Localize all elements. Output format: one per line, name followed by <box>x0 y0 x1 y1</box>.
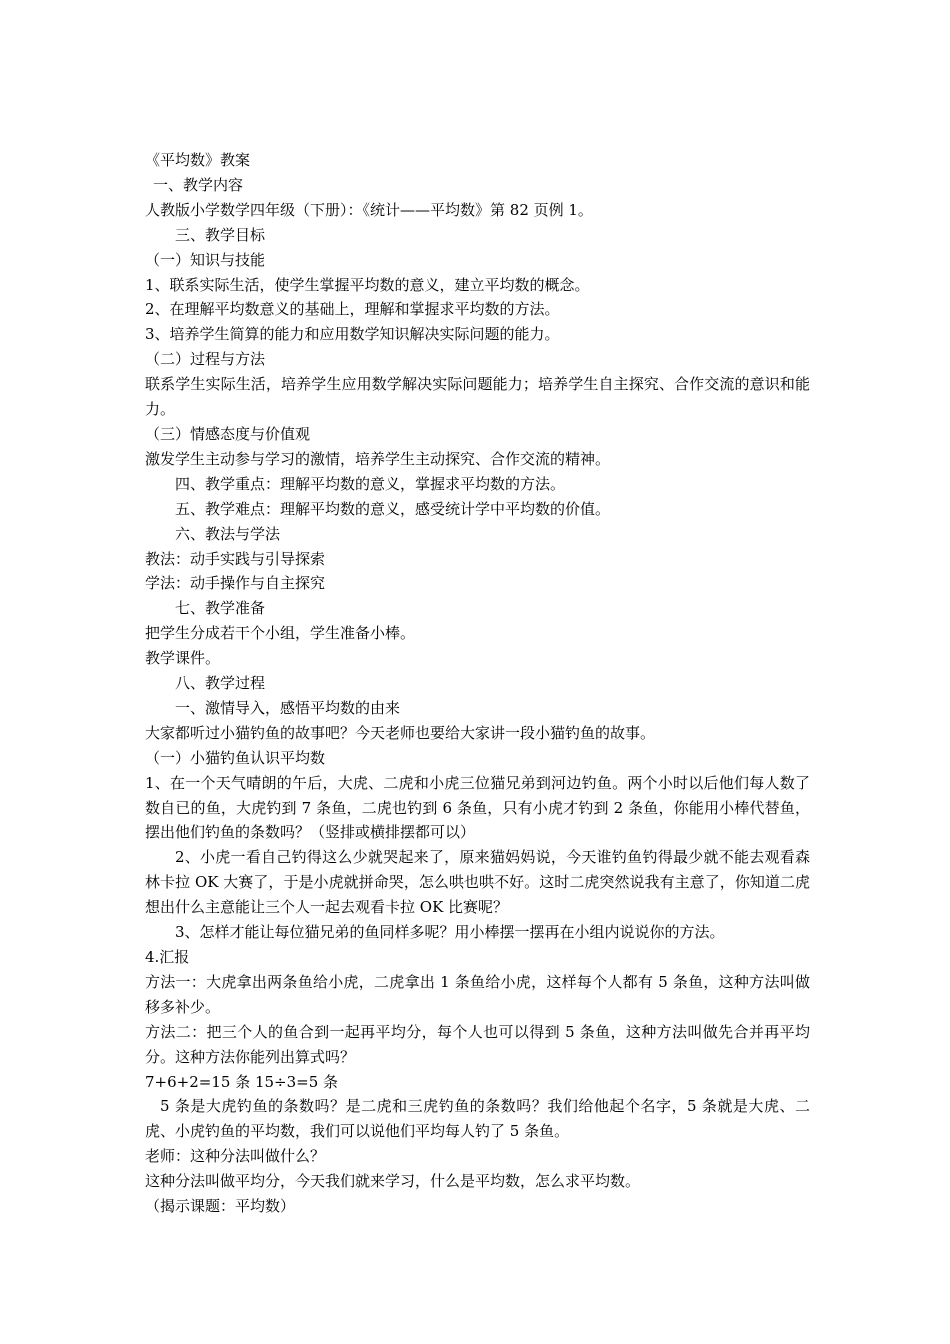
subsection-heading: 4.汇报 <box>145 948 190 966</box>
paragraph: 教学课件。 <box>145 649 221 668</box>
paragraph: 人教版小学数学四年级（下册）：《统计——平均数》第 82 页例 1。 <box>145 200 593 219</box>
subsection-heading: （二）过程与方法 <box>145 350 266 369</box>
section-heading: 三、教学目标 <box>175 225 266 244</box>
section-heading: 六、教法与学法 <box>175 524 281 543</box>
list-item: 2、在理解平均数意义的基础上，理解和掌握求平均数的方法。 <box>145 300 560 319</box>
paragraph: 方法一：大虎拿出两条鱼给小虎，二虎拿出 1 条鱼给小虎，这样每个人都有 5 条鱼，这种方法叫做移多补少。 <box>145 972 810 1016</box>
paragraph: 老师：这种分法叫做什么？ <box>145 1147 326 1166</box>
document-page <box>145 148 810 1219</box>
subsection-heading: （一）小猫钓鱼认识平均数 <box>145 748 326 767</box>
paragraph: （揭示课题：平均数） <box>145 1197 296 1216</box>
list-item: 3、培养学生简算的能力和应用数学知识解决实际问题的能力。 <box>145 325 560 344</box>
paragraph: 5 条是大虎钓鱼的条数吗？是二虎和三虎钓鱼的条数吗？我们给他起个名字，5 条就是大虎、二虎、小虎钓鱼的平均数，我们可以说他们平均每人钓了 5 条鱼。 <box>145 1097 810 1141</box>
paragraph: 大家都听过小猫钓鱼的故事吧？今天老师也要给大家讲一段小猫钓鱼的故事。 <box>145 723 656 742</box>
list-item: 1、联系实际生活，使学生掌握平均数的意义，建立平均数的概念。 <box>145 275 590 294</box>
paragraph: 2、小虎一看自己钓得这么少就哭起来了，原来猫妈妈说，今天谁钓鱼钓得最少就不能去观看森林卡拉 OK 大赛了，于是小虎就拼命哭，怎么哄也哄不好。这时二虎突然说我有主意了，你知道二虎想出什么主意能让三个人一起去观看卡拉 OK 比赛呢？ <box>145 848 810 917</box>
paragraph: 把学生分成若干个小组，学生准备小棒。 <box>145 624 416 643</box>
paragraph: 方法二：把三个人的鱼合到一起再平均分，每个人也可以得到 5 条鱼，这种方法叫做先合并再平均分。这种方法你能列出算式吗？ <box>145 1022 810 1066</box>
section-heading: 一、激情导入，感悟平均数的由来 <box>175 698 401 717</box>
formula: 7+6+2=15 条 15÷3=5 条 <box>145 1072 339 1091</box>
paragraph: 1、在一个天气晴朗的午后，大虎、二虎和小虎三位猫兄弟到河边钓鱼。两个小时以后他们每人数了数自已的鱼，大虎钓到 7 条鱼，二虎也钓到 6 条鱼，只有小虎才钓到 2 条鱼，你能用小棒代替鱼，摆出他们钓鱼的条数吗？（竖排或横排摆都可以） <box>145 773 810 842</box>
paragraph: 学法：动手操作与自主探究 <box>145 574 326 593</box>
subsection-heading: （一）知识与技能 <box>145 250 266 269</box>
doc-title: 《平均数》教案 <box>145 151 251 169</box>
paragraph: 联系学生实际生活，培养学生应用数学解决实际问题能力；培养学生自主探究、合作交流的意识和能力。 <box>145 375 810 419</box>
section-heading: 七、教学准备 <box>175 599 266 618</box>
section-heading: 一、教学内容 <box>153 175 244 194</box>
paragraph: 激发学生主动参与学习的激情，培养学生主动探究、合作交流的精神。 <box>145 449 611 468</box>
section-heading: 五、教学难点：理解平均数的意义，感受统计学中平均数的价值。 <box>175 499 611 518</box>
section-heading: 四、教学重点：理解平均数的意义，掌握求平均数的方法。 <box>175 474 566 493</box>
section-heading: 八、教学过程 <box>175 674 266 693</box>
paragraph: 教法：动手实践与引导探索 <box>145 549 326 568</box>
paragraph: 3、怎样才能让每位猫兄弟的鱼同样多呢？用小棒摆一摆再在小组内说说你的方法。 <box>175 923 725 942</box>
subsection-heading: （三）情感态度与价值观 <box>145 424 311 443</box>
paragraph: 这种分法叫做平均分，今天我们就来学习，什么是平均数，怎么求平均数。 <box>145 1172 641 1191</box>
